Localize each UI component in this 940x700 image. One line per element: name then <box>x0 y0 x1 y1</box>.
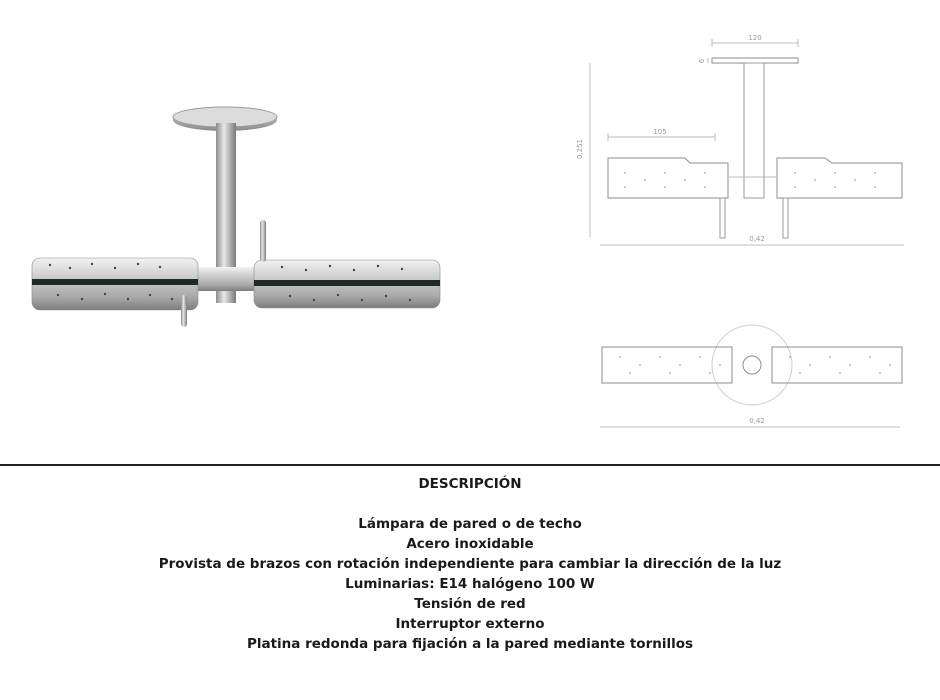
technical-drawing <box>570 25 930 445</box>
description-line: Lámpara de pared o de techo <box>358 516 582 532</box>
description-line: Provista de brazos con rotación independiente para cambiar la dirección de la luz <box>158 556 782 572</box>
dim-plate-thickness: 6 <box>698 58 706 64</box>
dim-top-width: 120 <box>748 34 762 42</box>
dim-arm-length: 105 <box>653 128 667 136</box>
lamp-photo <box>20 95 450 345</box>
description-title: DESCRIPCIÓN <box>418 476 522 492</box>
dim-total-width-top: 0,42 <box>749 417 765 425</box>
section-divider <box>0 464 940 466</box>
description-line: Acero inoxidable <box>406 536 534 552</box>
right-arm <box>254 220 440 308</box>
description-line: Tensión de red <box>414 596 526 612</box>
central-joint <box>196 267 256 291</box>
description-section <box>0 474 940 654</box>
description-line: Interruptor externo <box>395 616 545 632</box>
description-line: Platina redonda para fijación a la pared mediante tornillos <box>246 636 694 652</box>
left-arm <box>32 258 198 327</box>
dim-height: 0,251 <box>576 138 584 160</box>
dim-total-width-front: 0,42 <box>749 235 765 243</box>
description-line: Luminarias: E14 halógeno 100 W <box>345 576 595 592</box>
